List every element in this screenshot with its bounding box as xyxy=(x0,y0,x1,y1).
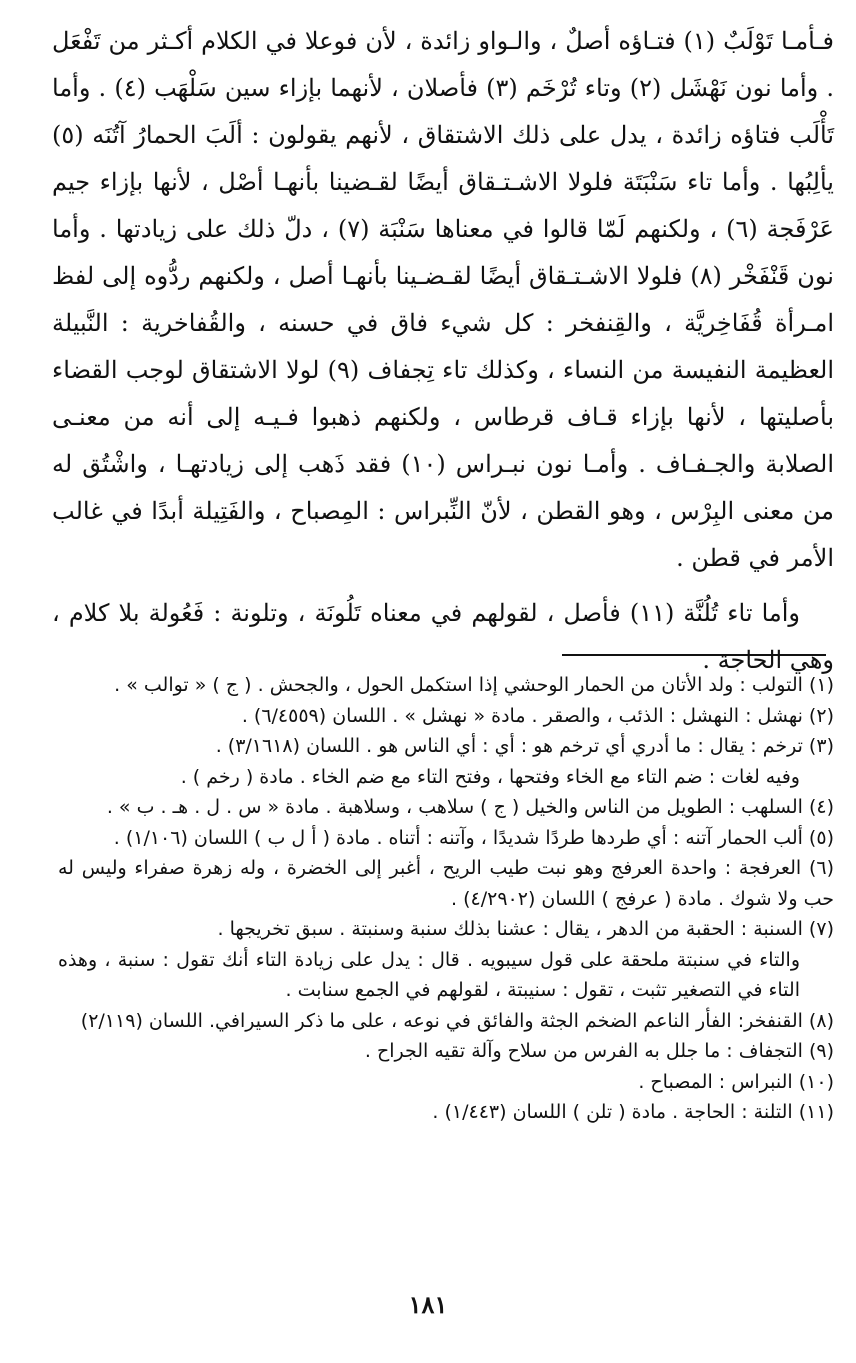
footnote-9: (٩) التجفاف : ما جلل به الفرس من سلاح وآلة تقيه الجراح . xyxy=(364,1040,834,1062)
footnote-1: (١) التولب : ولد الأتان من الحمار الوحشي إذا استكمل الحول ، والجحش . ( ج ) « توالب » . xyxy=(114,674,834,696)
footnote-3-continuation: وفيه لغات : ضم التاء مع الخاء وفتحها ، وفتح التاء مع ضم الخاء . مادة ( رخم ) . xyxy=(180,765,800,788)
footnote-8: (٨) القنفخر: الفأر الناعم الضخم الجثة والفائق في نوعه ، على ما ذكر السيرافي. اللسان (٢/١١٩) xyxy=(80,1009,834,1032)
main-paragraph-1: فـأمـا تَوْلَبٌ (١) فتـاؤه أصلٌ ، والـواو زائدة ، لأن فوعلا في الكلام أكـثر من تَفْعَل . وأما نون نَهْشَل (٢) وتاء تُرْخَم (٣) فأصلان ، لأنهما بإزاء سين سَلْهَب (٤) . وأما تَأْلَب فتاؤه زائدة ، يدل على ذلك الاشتقاق ، لأنهم يقولون : ألَبَ الحمارُ آتُنَه (٥) يألِبُها . وأما تاء سَنْبَتَة فلولا الاشـتـقاق أيضًا لقـضينا بأنهـا أصْل ، لأنها بإزاء جيم عَرْفَجة (٦) ، ولكنهم لَمّا قالوا في معناها سَنْبَة (٧) ، دلّ ذلك على زيادتها . وأما نون قَنْفَخْر (٨) فلولا الاشـتـقاق أيضًا لقـضـينا بأنهـا أصل ، ولكنهم ردُّوه إلى لفظ امـرأة قُفَاخِريَّة ، والقِنفخر : كل شيء فاق في حسنه ، والقُفاخرية : النَّبيلة العظيمة النفيسة من النساء ، وكذلك تاء تِجفاف (٩) لولا الاشتقاق لوجب القضاء بأصليتها ، لأنها بإزاء قـاف قرطاس ، ولكنهم ذهبوا فـيـه إلى أنه من معنـى الصلابة والجـفـاف . وأمـا نون نبـراس (١٠) فقد ذَهب إلى زيادتهـا ، واشْتُق له من معنى البِرْس ، وهو القطن ، لأنّ النِّبراس : المِصباح ، والفَتِيلة أبدًا في غالب الأمر في قطن . xyxy=(52,27,835,572)
footnotes xyxy=(58,670,834,1128)
page-number: ١٨١ xyxy=(408,1290,448,1319)
footnote-10: (١٠) النبراس : المصباح . xyxy=(638,1070,834,1093)
footnote-3: (٣) ترخم : يقال : ما أدري أي ترخم هو : أي : أي الناس هو . اللسان (٣/١٦١٨) . xyxy=(215,735,834,757)
main-paragraph-2: وأما تاء تُلُنَّة (١١) فأصل ، لقولهم في معناه تَلُونَة ، وتلونة : فَعُولة بلا كلام ، وهي الحاجة . xyxy=(52,599,834,674)
footnote-6: (٦) العرفجة : واحدة العرفج وهو نبت طيب الريح ، أغبر إلى الخضرة ، وله زهرة صفراء وليس له حب ولا شوك . مادة ( عرفج ) اللسان (٤/٢٩٠٢) . xyxy=(58,857,834,910)
main-text xyxy=(52,18,834,684)
footnote-4: (٤) السلهب : الطويل من الناس والخيل ( ج ) سلاهب ، وسلاهبة . مادة « س . ل . هـ . ب » . xyxy=(106,796,834,818)
footnote-11: (١١) التلنة : الحاجة . مادة ( تلن ) اللسان (١/٤٤٣) . xyxy=(432,1101,834,1123)
footnote-7: (٧) السنبة : الحقبة من الدهر ، يقال : عشنا بذلك سنبة وسنبتة . سبق تخريجها . xyxy=(217,918,834,940)
footnote-2: (٢) نهشل : النهشل : الذئب ، والصقر . مادة « نهشل » . اللسان (٦/٤٥٥٩) . xyxy=(241,704,834,727)
footnote-separator xyxy=(562,654,826,656)
footnote-7-continuation: والتاء في سنبتة ملحقة على قول سيبويه . قال : يدل على زيادة التاء أنك تقول : سنبة ، وهذه التاء في التصغير تثبت ، تقول : سنيبتة ، لقولهم في الجمع سنابت . xyxy=(58,948,800,1001)
footnote-5: (٥) ألب الحمار آتنه : أي طردها طردًا شديدًا ، وآتنه : أتناه . مادة ( أ ل ب ) اللسان (١/١٠٦) . xyxy=(113,826,834,849)
